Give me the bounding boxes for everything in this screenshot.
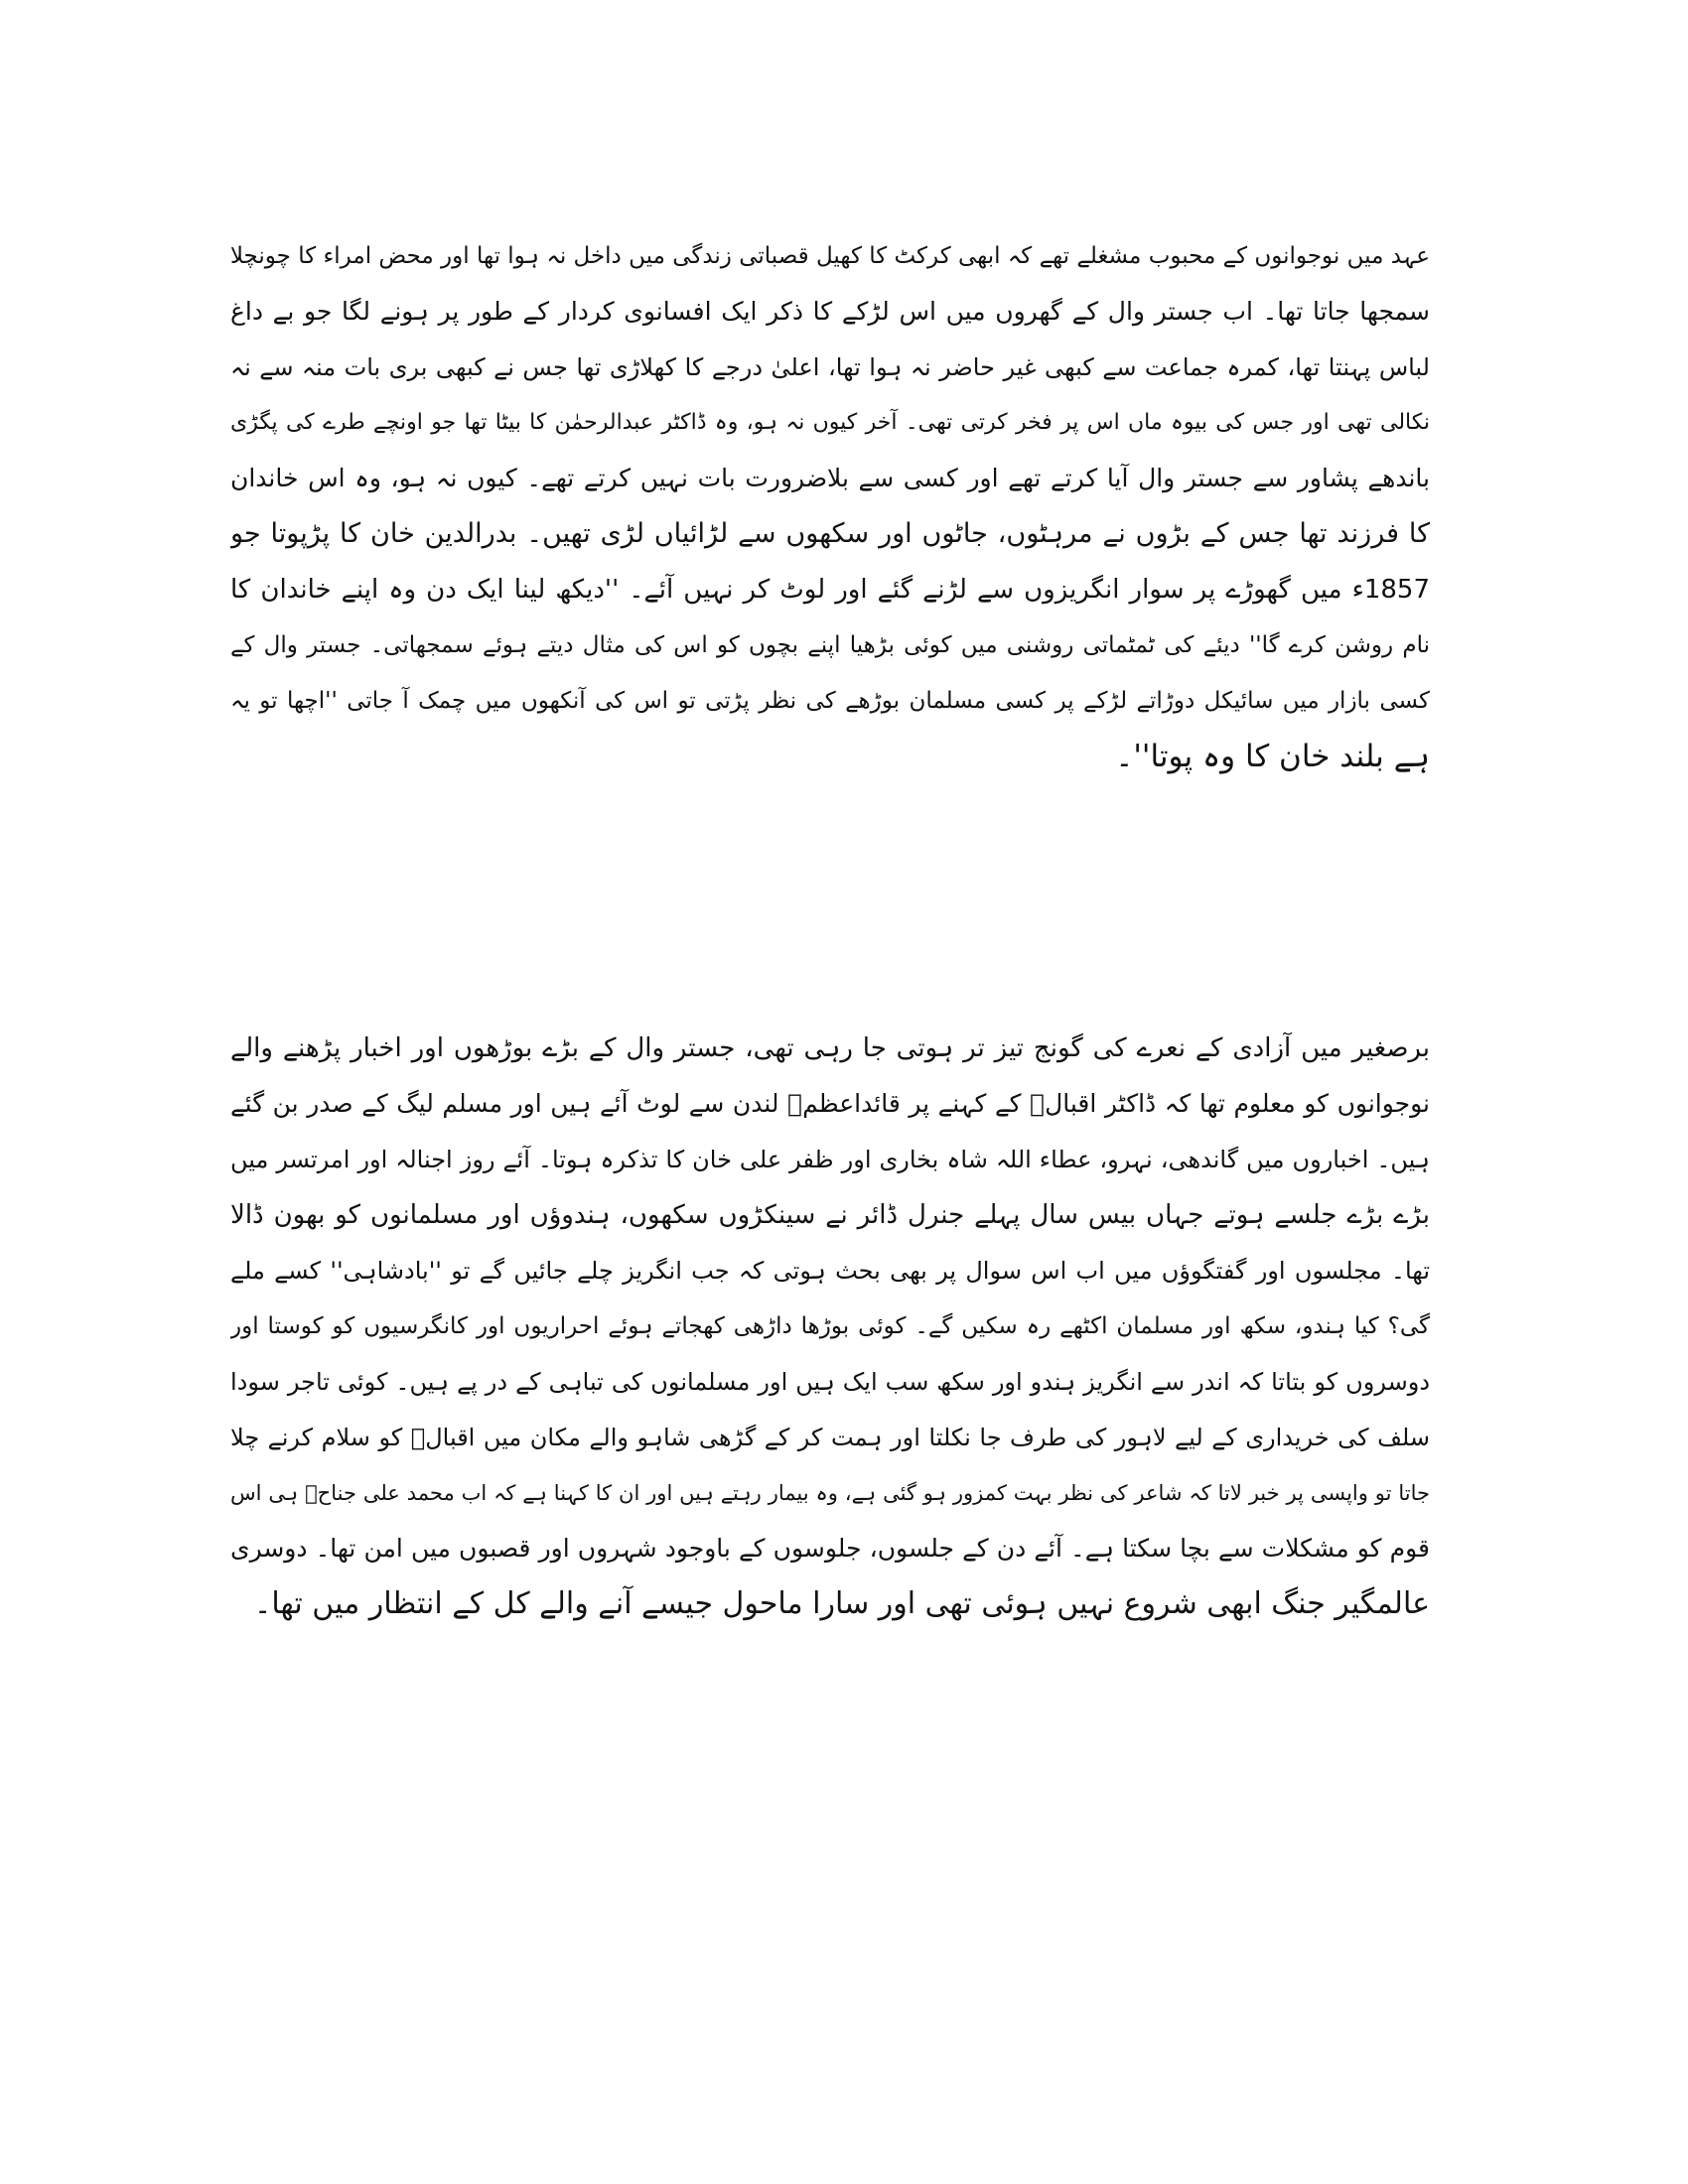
paragraph-line: قوم کو مشکلات سے بچا سکتا ہے۔ آئے دن کے جلسوں، جلوسوں کے باوجود شہروں اور قصبوں میں امن تھا۔ دوسری [230,1534,1430,1563]
paragraph-line: تھا۔ مجلسوں اور گفتگوؤں میں اب اس سوال پر بھی بحث ہوتی کہ جب انگریز چلے جائیں گے تو ''بادشاہی'' کسے ملے [230,1257,1430,1285]
paragraph-line: نکالی تھی اور جس کی بیوہ ماں اس پر فخر کرتی تھی۔ آخر کیوں نہ ہو، وہ ڈاکٹر عبدالرحمٰن کا بیٹا تھا جو اونچے طرے کی پگڑی [230,410,1430,435]
paragraph-line: جاتا تو واپسی پر خبر لاتا کہ شاعر کی نظر بہت کمزور ہو گئی ہے، وہ بیمار رہتے ہیں اور ان کا کہنا ہے کہ اب محمد علی جناحؒ ہی اس [230,1481,1430,1505]
paragraph-line: کسی بازار میں سائیکل دوڑاتے لڑکے پر کسی مسلمان بوڑھے کی نظر پڑتی تو اس کی آنکھوں میں چمک آ جاتی ''اچھا تو یہ [230,688,1430,714]
paragraph-line: سمجھا جاتا تھا۔ اب جستر وال کے گھروں میں اس لڑکے کا ذکر ایک افسانوی کردار کے طور پر ہونے لگا جو بے داغ [230,297,1430,326]
paragraph-line: عہد میں نوجوانوں کے محبوب مشغلے تھے کہ ابھی کرکٹ کا کھیل قصباتی زندگی میں داخل نہ ہوا تھا اور محض امراء کا چونچلا [230,243,1430,269]
paragraph-line: ہے بلند خان کا وہ پوتا''۔ [1115,739,1430,774]
paragraph-line: برصغیر میں آزادی کے نعرے کی گونج تیز تر ہوتی جا رہی تھی، جستر وال کے بڑے بوڑھوں اور اخبار پڑھنے والے [230,1033,1430,1063]
paragraph-line: لباس پہنتا تھا، کمرہ جماعت سے کبھی غیر حاضر نہ ہوا تھا، اعلیٰ درجے کا کھلاڑی تھا جس نے کبھی بری بات منہ سے نہ [230,353,1430,381]
paragraph-line: کا فرزند تھا جس کے بڑوں نے مرہٹوں، جاٹوں اور سکھوں سے لڑائیاں لڑی تھیں۔ بدرالدین خان کا پڑپوتا جو [230,518,1430,549]
paragraph-line: بڑے بڑے جلسے ہوتے جہاں بیس سال پہلے جنرل ڈائر نے سینکڑوں سکھوں، ہندوؤں اور مسلمانوں کو بھون ڈالا [230,1200,1430,1230]
paragraph-line: دوسروں کو بتاتا کہ اندر سے انگریز ہندو اور سکھ سب ایک ہیں اور مسلمانوں کی تباہی کے در پے ہیں۔ کوئی تاجر سودا [230,1368,1430,1396]
paragraph-line: 1857ء میں گھوڑے پر سوار انگریزوں سے لڑنے گئے اور لوٹ کر نہیں آئے۔ ''دیکھ لینا ایک دن وہ اپنے خاندان کا [230,575,1430,605]
paragraph-line: نام روشن کرے گا'' دیئے کی ٹمٹماتی روشنی میں کوئی بڑھیا اپنے بچوں کو اس کی مثال دیتے ہوئے سمجھاتی۔ جستر وال کے [230,632,1430,658]
paragraph-line: عالمگیر جنگ ابھی شروع نہیں ہوئی تھی اور سارا ماحول جیسے آنے والے کل کے انتظار میں تھا۔ [253,1586,1430,1621]
paragraph-line: نوجوانوں کو معلوم تھا کہ ڈاکٹر اقبالؒ کے کہنے پر قائداعظمؒ لندن سے لوٹ آئے ہیں اور مسلم لیگ کے صدر بن گئے [230,1089,1430,1118]
paragraph-2 [230,1021,1430,1632]
paragraph-line: باندھے پشاور سے جستر وال آیا کرتے تھے اور کسی سے بلاضرورت بات نہیں کرتے تھے۔ کیوں نہ ہو، وہ اس خاندان [230,464,1430,492]
paragraph-line: سلف کی خریداری کے لیے لاہور کی طرف جا نکلتا اور ہمت کر کے گڑھی شاہو والے مکان میں اقبالؒ کو سلام کرنے چلا [230,1424,1430,1451]
paragraph-line: ہیں۔ اخباروں میں گاندھی، نہرو، عطاء اللہ شاہ بخاری اور ظفر علی خان کا تذکرہ ہوتا۔ آئے روز اجنالہ اور امرتسر میں [230,1146,1430,1173]
paragraph-1 [230,228,1430,784]
paragraph-line: گی؟ کیا ہندو، سکھ اور مسلمان اکٹھے رہ سکیں گے۔ کوئی بوڑھا داڑھی کھجاتے ہوئے احراریوں اور کانگرسیوں کو کوستا اور [230,1313,1430,1339]
